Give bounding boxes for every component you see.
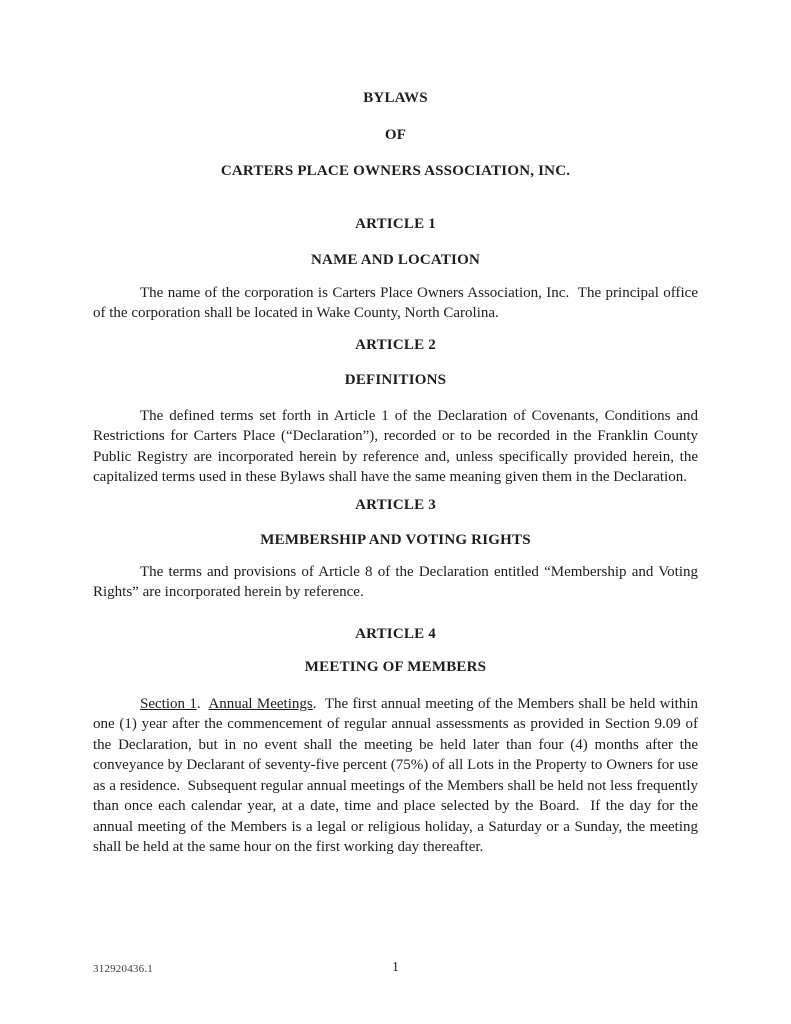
section-1-separator-2: .: [312, 695, 325, 712]
document-title-block: [93, 88, 698, 182]
footer-document-number: 312920436.1: [93, 963, 153, 975]
article-4-section-1-paragraph: [93, 694, 702, 858]
document-title: BYLAWS: [363, 90, 428, 106]
article-2: [93, 335, 702, 488]
article-3-heading: ARTICLE 3: [355, 496, 436, 513]
section-1-text: The first annual meeting of the Members shall be held within one (1) year after the commencement of regular annual assessments as provided in Section 9.09 of the Declaration, but in no event shall the meeting be held later than four (4) months after the conveyance by Declarant of seventy-five percent (75%) of all Lots in the Property to Owners for use as a residence. Subsequent regular annual meetings of the Members shall be held not less frequently than once each calendar year, at a date, time and place selected by the Board. If the day for the annual meeting of the Members is a legal or religious holiday, a Saturday or a Sunday, the meeting shall be held at the same hour on the first working day thereafter.: [93, 695, 702, 855]
article-3-subheading: MEMBERSHIP AND VOTING RIGHTS: [260, 532, 531, 548]
document-title-connector: OF: [384, 126, 407, 143]
article-3: [93, 495, 702, 603]
article-2-heading: ARTICLE 2: [355, 336, 436, 353]
article-1-heading: ARTICLE 1: [355, 215, 436, 232]
section-1-separator: .: [196, 695, 209, 712]
page-footer: [93, 953, 698, 977]
section-1-label: Section 1: [140, 695, 197, 712]
document-content: [93, 88, 702, 858]
article-2-subheading: DEFINITIONS: [344, 372, 447, 388]
article-4: [93, 624, 702, 858]
article-4-heading: ARTICLE 4: [355, 625, 436, 642]
organization-name: CARTERS PLACE OWNERS ASSOCIATION, INC.: [220, 163, 571, 179]
article-3-paragraph: The terms and provisions of Article 8 of the Declaration entitled “Membership and Voting Rights” are incorporated herein by reference.: [93, 563, 702, 600]
section-1-title: Annual Meetings: [208, 695, 313, 712]
article-1-paragraph: The name of the corporation is Carters Place Owners Association, Inc. The principal office of the corporation shall be located in Wake County, North Carolina.: [93, 284, 702, 321]
footer-page-number: 1: [392, 959, 399, 974]
article-1: [93, 214, 702, 324]
article-1-subheading: NAME AND LOCATION: [311, 252, 480, 268]
article-2-paragraph: The defined terms set forth in Article 1 of the Declaration of Covenants, Conditions and Restrictions for Carters Place (“Declaration”), recorded or to be recorded in the Franklin County Public Registry are incorporated herein by reference and, unless specifically provided herein, the capitalized terms used in these Bylaws shall have the same meaning given them in the Declaration.: [93, 407, 702, 485]
article-4-subheading: MEETING OF MEMBERS: [304, 659, 487, 675]
